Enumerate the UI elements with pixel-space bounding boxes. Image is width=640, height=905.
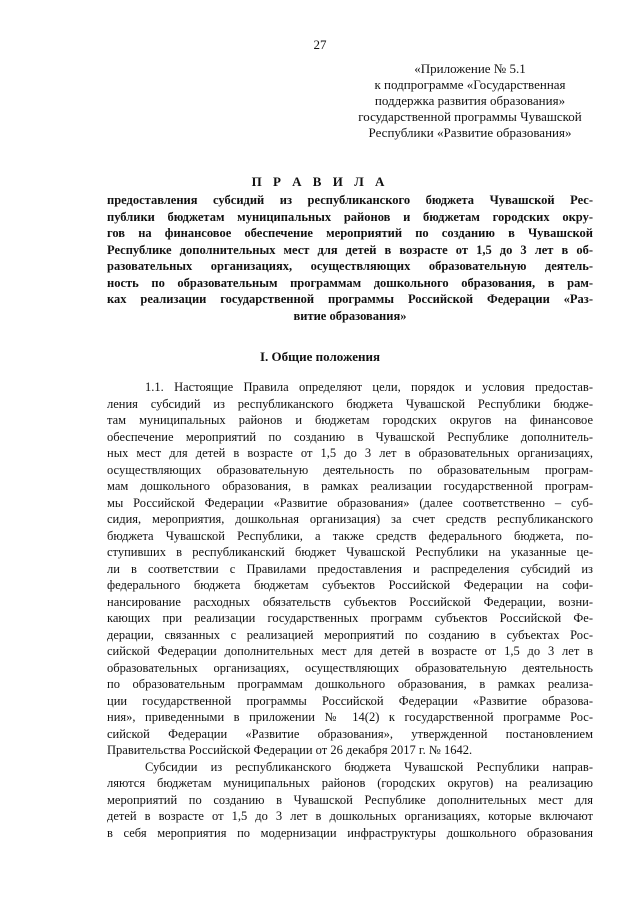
paragraph-line: ления субсидий из республиканского бюджета Чувашской Республики бюдже- <box>107 396 593 411</box>
appendix-line: Республики «Развитие образования» <box>368 125 572 140</box>
paragraph-line: по образовательным программам дошкольного образования, в рамках реализа- <box>107 677 593 691</box>
subtitle-line: ках реализации государственной программы Российской Федерации «Раз- <box>107 292 593 306</box>
subtitle-line: публики бюджетам муниципальных районов и бюджетам городских окру- <box>107 209 593 224</box>
paragraph-line: федерального бюджета бюджетам субъектов Российской Федерации на софи- <box>107 578 593 592</box>
paragraph-line: кающих при реализации государственных программ субъектов Российской Фе- <box>107 611 593 625</box>
paragraph-line: там муниципальных районов и бюджетам городских округов на финансовое <box>107 413 593 427</box>
section-heading: I. Общие положения <box>260 349 380 364</box>
paragraph-line: детей в возрасте от 1,5 до 3 лет в дошкольных организациях, которые включают <box>107 809 593 823</box>
paragraph-line: обеспечение мероприятий по созданию в Чувашской Республике дополнитель- <box>107 429 593 444</box>
appendix-line: поддержка развития образования» <box>374 93 566 108</box>
paragraph-line: сийской Федерации дополнительных мест для детей в возрасте от 1,5 до 3 лет в <box>107 644 593 658</box>
paragraph-line: ции государственной программы Российской Федерации «Развитие образова- <box>107 693 593 708</box>
paragraph-line: мам дошкольного образования, в рамках реализации государственной програм- <box>107 479 593 493</box>
paragraph-line: 1.1. Настоящие Правила определяют цели, порядок и условия предостав- <box>145 380 593 394</box>
paragraph-line: дерации, связанных с реализацией мероприятий по созданию в субъектах Рос- <box>107 627 593 642</box>
paragraph-line: сидия, мероприятия, дошкольная организация) за счет средств республиканского <box>107 512 593 526</box>
subtitle-line: разовательных организациях, осуществляющих образовательную деятель- <box>107 259 593 273</box>
subtitle-line: витие образования» <box>293 308 407 323</box>
paragraph-line: ли в соответствии с Правилами предоставления и распределения субсидий из <box>107 561 593 576</box>
paragraph-line: образовательных организациях, осуществляющих образовательную деятельность <box>107 660 593 675</box>
paragraph-line: бюджета Чувашской Республики, а также средств федерального бюджета, по- <box>107 528 593 543</box>
appendix-line: к подпрограмме «Государственная <box>374 77 566 92</box>
document-subtitle <box>107 192 593 324</box>
subtitle-line: ность по образовательным программам дошкольного образования, в рам- <box>107 275 593 290</box>
page-number: 27 <box>313 37 327 52</box>
paragraph-line: мероприятий по созданию в Чувашской Республике дополнительных мест для <box>107 792 593 807</box>
paragraph-line: сийской Федерации «Развитие образования», утвержденной постановлением <box>107 726 593 741</box>
paragraph-line: нансирование расходных обязательств субъектов Российской Федерации, возни- <box>107 594 593 609</box>
paragraph-line: Правительства Российской Федерации от 26 декабря 2017 г. № 1642. <box>107 743 473 757</box>
appendix-line: государственной программы Чувашской <box>358 109 582 124</box>
paragraph-line: в себя мероприятия по модернизации инфраструктуры дошкольного образования <box>107 825 593 840</box>
appendix-header <box>350 61 590 141</box>
appendix-line: «Приложение № 5.1 <box>414 61 526 76</box>
paragraph-line: ляются бюджетам муниципальных районов (городских округов) на реализацию <box>107 776 593 790</box>
paragraph-line: Субсидии из республиканского бюджета Чувашской Республики направ- <box>145 759 593 774</box>
paragraph-line: ступивших в республиканский бюджет Чувашской Республики на указанные це- <box>107 545 593 559</box>
paragraph-line: мы Российской Федерации «Развитие образования» (далее соответственно – суб- <box>107 495 593 510</box>
body-text <box>107 379 593 841</box>
paragraph-line: ных мест для детей в возрасте от 1,5 до 3 лет в образовательных организациях, <box>107 446 593 460</box>
subtitle-line: Республике дополнительных мест для детей в возрасте от 1,5 до 3 лет в об- <box>107 242 593 257</box>
subtitle-line: предоставления субсидий из республиканского бюджета Чувашской Рес- <box>107 193 593 207</box>
subtitle-line: гов на финансовое обеспечение мероприятий по созданию в Чувашской <box>107 226 593 240</box>
paragraph-line: ния», приведенными в приложении № 14(2) к государственной программе Рос- <box>107 710 593 724</box>
paragraph-line: осуществляющих образовательную деятельность по образовательным програм- <box>107 462 593 477</box>
document-title: П Р А В И Л А <box>251 174 389 189</box>
